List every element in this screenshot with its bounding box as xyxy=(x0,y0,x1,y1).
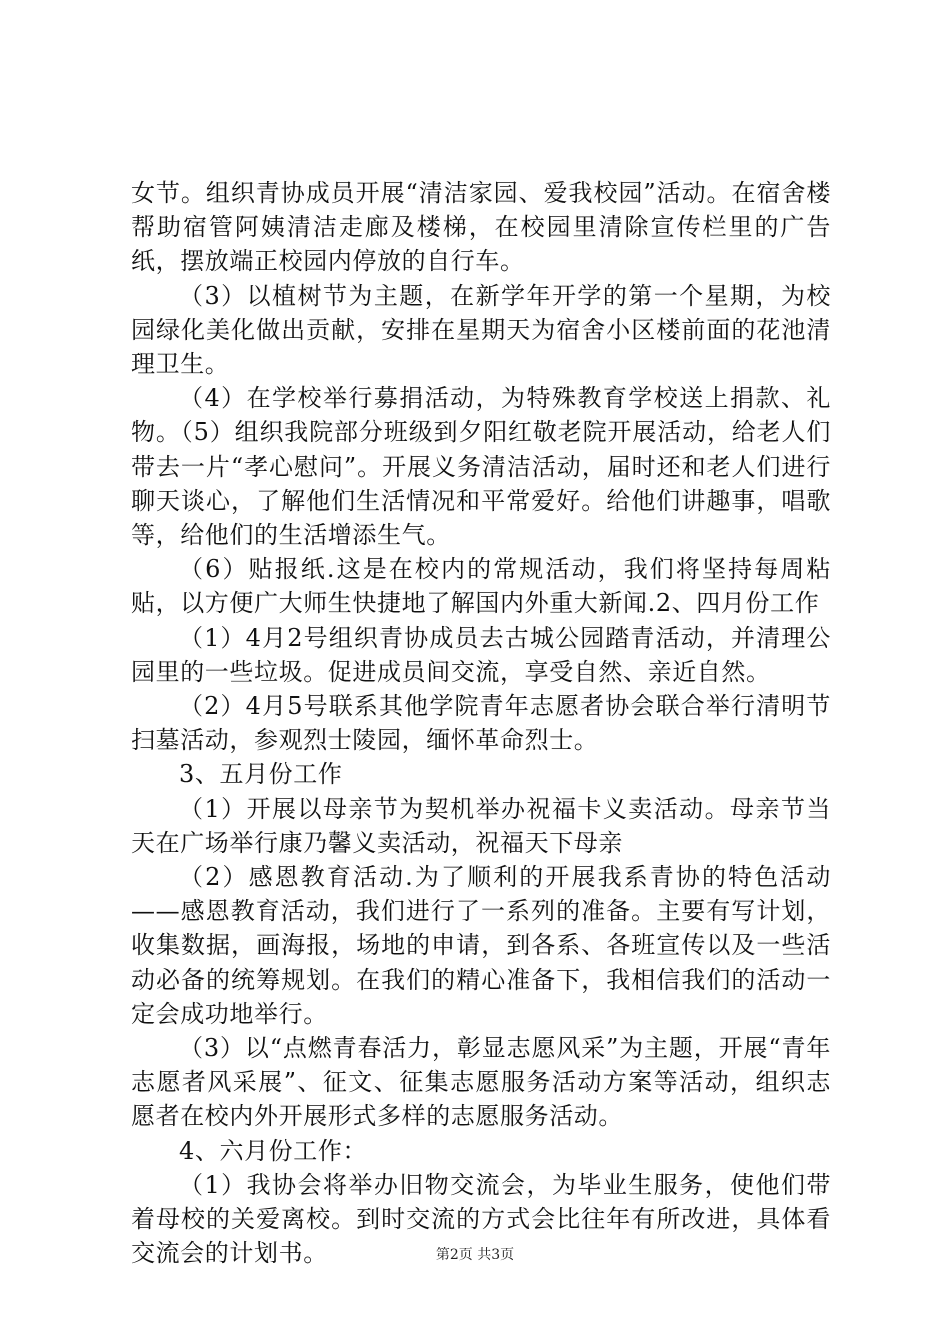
paragraph: （4）在学校举行募捐活动，为特殊教育学校送上捐款、礼物。（5）组织我院部分班级到夕阳红敬老院开展活动，给老人们带去一片“孝心慰问”。开展义务清洁活动，届时还和老人们进行聊天谈心，了解他们生活情况和平常爱好。给他们讲趣事，唱歌等，给他们的生活增添生气。 xyxy=(131,384,831,550)
document-body xyxy=(131,176,831,1271)
section-heading: 3、五月份工作 xyxy=(179,760,343,789)
paragraph: （3）以“点燃青春活力，彰显志愿风采”为主题，开展“青年志愿者风采展”、征文、征集志愿服务活动方案等活动，组织志愿者在校内外开展形式多样的志愿服务活动。 xyxy=(131,1034,831,1131)
page-number-footer: 第2页 共3页 xyxy=(435,1247,515,1263)
paragraph: 女节。组织青协成员开展“清洁家园、爱我校园”活动。在宿舍楼帮助宿管阿姨清洁走廊及楼梯，在校园里清除宣传栏里的广告纸，摆放端正校园内停放的自行车。 xyxy=(131,179,831,276)
paragraph: （1）开展以母亲节为契机举办祝福卡义卖活动。母亲节当天在广场举行康乃馨义卖活动，祝福天下母亲 xyxy=(131,794,831,857)
paragraph: （6）贴报纸.这是在校内的常规活动，我们将坚持每周粘贴，以方便广大师生快捷地了解国内外重大新闻.2、四月份工作 xyxy=(131,555,831,618)
section-heading: 4、六月份工作： xyxy=(179,1136,368,1165)
paragraph: （3）以植树节为主题，在新学年开学的第一个星期，为校园绿化美化做出贡献，安排在星期天为宿舍小区楼前面的花池清理卫生。 xyxy=(131,281,831,379)
paragraph: （2）感恩教育活动.为了顺利的开展我系青协的特色活动——感恩教育活动，我们进行了一系列的准备。主要有写计划，收集数据，画海报，场地的申请，到各系、各班宣传以及一些活动必备的统筹规划。在我们的精心准备下，我相信我们的活动一定会成功地举行。 xyxy=(131,863,831,1028)
paragraph: （2）4月5号联系其他学院青年志愿者协会联合举行清明节扫墓活动，参观烈士陵园，缅怀革命烈士。 xyxy=(131,692,831,755)
paragraph: （1）我协会将举办旧物交流会，为毕业生服务，使他们带着母校的关爱离校。到时交流的方式会比往年有所改进，具体看交流会的计划书。 xyxy=(131,1170,831,1268)
paragraph: （1）4月2号组织青协成员去古城公园踏青活动，并清理公园里的一些垃圾。促进成员间交流，享受自然、亲近自然。 xyxy=(131,623,831,686)
